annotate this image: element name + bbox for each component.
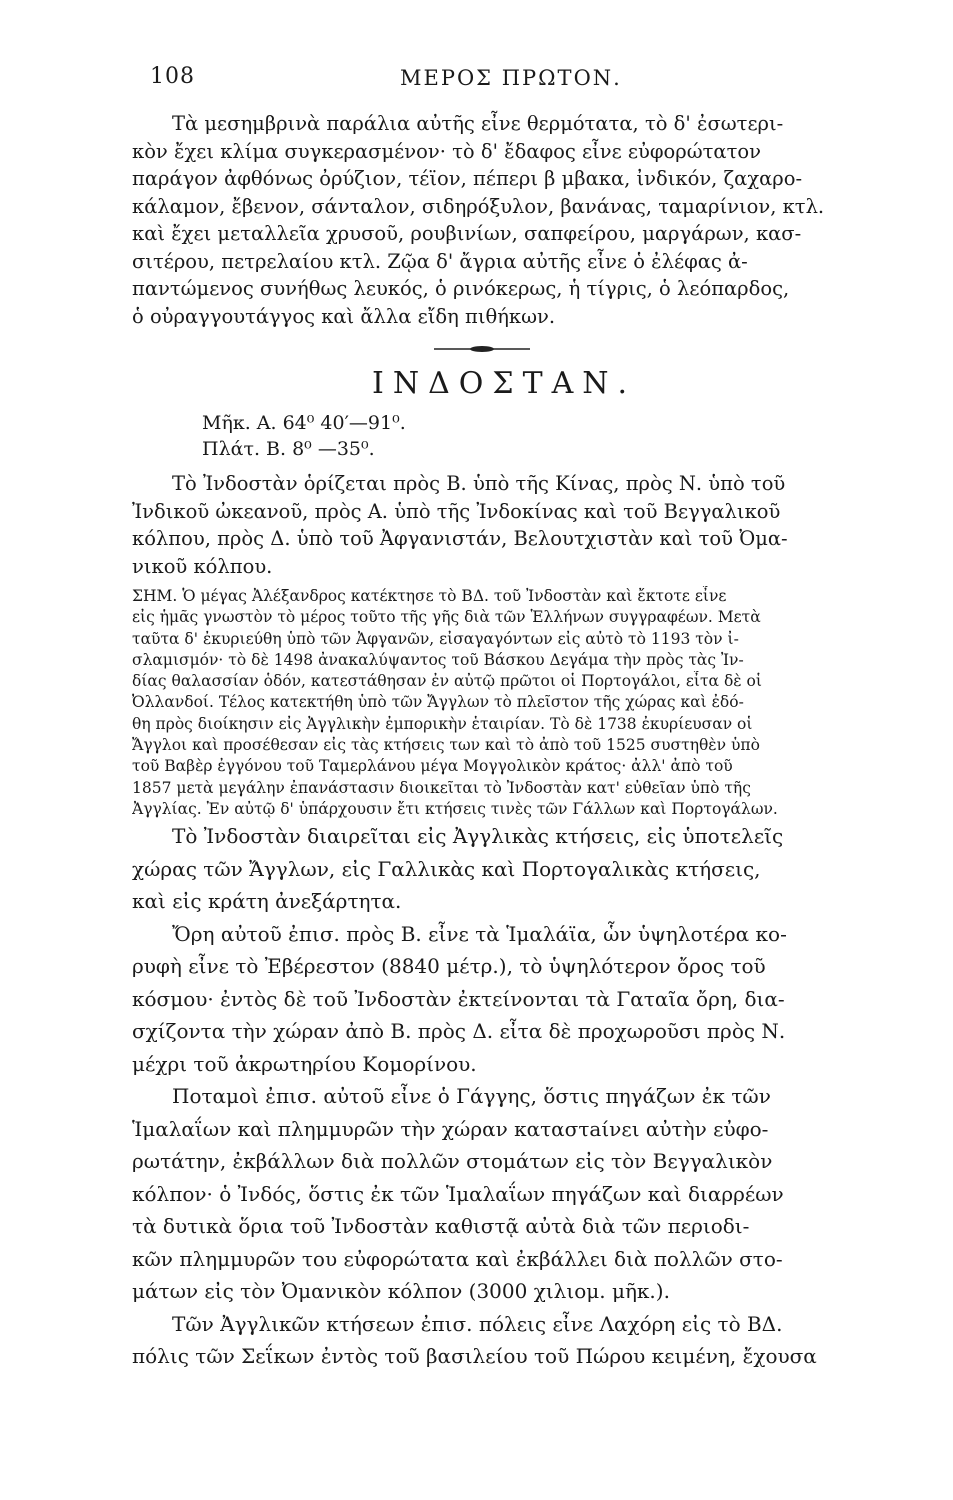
rivers-paragraph bbox=[132, 1080, 874, 1308]
mountains-paragraph bbox=[132, 918, 874, 1081]
text-line: Ὄρη αὐτοῦ ἐπισ. πρὸς Β. εἶνε τὰ Ἱμαλάϊα, ὧν ὑψηλοτέρα κο- bbox=[172, 921, 787, 946]
text-line: κὸν ἔχει κλίμα συγκερασμένον· τὸ δ' ἔδαφος εἶνε εὐφορώτατον bbox=[132, 139, 761, 163]
section-title: ΙΝΔΟΣΤΑΝ. bbox=[372, 366, 637, 401]
borders-paragraph bbox=[132, 470, 874, 580]
text-line: ρυφὴ εἶνε τὸ Ἐβέρεστον (8840 μέτρ.), τὸ ὑψηλότερον ὄρος τοῦ bbox=[132, 954, 766, 979]
note-line: σλαμισμόν· τὸ δὲ 1498 ἀνακαλύψαντος τοῦ Βάσκου Δεγάμα τὴν πρὸς τὰς Ἰν- bbox=[132, 650, 744, 669]
text-line: Τῶν Ἀγγλικῶν κτήσεων ἐπισ. πόλεις εἶνε Λαχόρη εἰς τὸ ΒΔ. bbox=[172, 1311, 783, 1336]
note-line: δίας θαλασσίαν ὁδόν, κατεστάθησαν ἐν αὐτῷ πρῶτοι οἱ Πορτογάλοι, εἶτα δὲ οἱ bbox=[132, 672, 762, 691]
text-line: Τὰ μεσημβρινὰ παράλια αὐτῆς εἶνε θερμότατα, τὸ δ' ἐσωτερι- bbox=[172, 112, 784, 135]
text-line: ὁ οὐραγγουτάγγος καὶ ἄλλα εἴδη πιθήκων. bbox=[132, 304, 556, 328]
text-line: μάτων εἰς τὸν Ὀμανικὸν κόλπον (3000 χιλιομ. μῆκ.). bbox=[132, 1279, 670, 1304]
note-line: εἰς ἡμᾶς γνωστὸν τὸ μέρος τοῦτο τῆς γῆς διὰ τῶν Ἑλλήνων συγγραφέων. Μετὰ bbox=[132, 608, 761, 627]
note-line: ΣΗΜ. Ὁ μέγας Ἀλέξανδρος κατέκτησε τὸ ΒΔ. τοῦ Ἰνδοστὰν καὶ ἔκτοτε εἶνε bbox=[132, 587, 727, 605]
note-line: Ἀγγλίας. Ἐν αὐτῷ δ' ὑπάρχουσιν ἔτι κτήσεις τινὲς τῶν Γάλλων καὶ Πορτογάλων. bbox=[132, 799, 778, 818]
page-body bbox=[132, 110, 874, 1373]
text-line: παντώμενος συνήθως λευκός, ὁ ρινόκερως, ἡ τίγρις, ὁ λεόπαρδος, bbox=[132, 277, 790, 300]
page-number: 108 bbox=[150, 64, 195, 89]
note-line: 1857 μετὰ μεγάλην ἐπανάστασιν διοικεῖται τὸ Ἰνδοστὰν κατ' εὐθεῖαν ὑπὸ τῆς bbox=[132, 778, 751, 797]
text-line: νικοῦ κόλπου. bbox=[132, 554, 273, 578]
text-line: καὶ εἰς κράτη ἀνεξάρτητα. bbox=[132, 889, 402, 914]
ornamental-divider bbox=[432, 342, 532, 356]
note-line: τοῦ Βαβὲρ ἐγγόνου τοῦ Ταμερλάνου μέγα Μογγολικὸν κράτος· ἀλλ' ἀπὸ τοῦ bbox=[132, 757, 733, 776]
note-line: Ὀλλανδοί. Τέλος κατεκτήθη ὑπὸ τῶν Ἄγγλων τὸ πλεῖστον τῆς χώρας καὶ ἐδό- bbox=[132, 693, 744, 712]
text-line: σιτέρου, πετρελαίου κτλ. Ζῷα δ' ἄγρια αὐτῆς εἶνε ὁ ἐλέφας ἀ- bbox=[132, 249, 748, 273]
text-line: τὰ δυτικὰ ὅρια τοῦ Ἰνδοστὰν καθιστᾷ αὐτὰ διὰ τῶν περιοδι- bbox=[132, 1214, 750, 1239]
text-line: κάλαμον, ἔβενον, σάνταλον, σιδηρόξυλον, βανάνας, ταμαρίνιον, κτλ. bbox=[132, 194, 825, 218]
text-line: κόλπου, πρὸς Δ. ὑπὸ τοῦ Ἀφγανιστάν, Βελουτχιστὰν καὶ τοῦ Ὀμα- bbox=[132, 527, 788, 550]
text-line: Τὸ Ἰνδοστὰν διαιρεῖται εἰς Ἀγγλικὰς κτήσεις, εἰς ὑποτελεῖς bbox=[172, 824, 784, 849]
text-line: παράγον ἀφθόνως ὀρύζιον, τέϊον, πέπερι β μβακα, ἰνδικόν, ζαχαρο- bbox=[132, 167, 803, 190]
text-line: Ἰνδικοῦ ὠκεανοῦ, πρὸς Α. ὑπὸ τῆς Ἰνδοκίνας καὶ τοῦ Βεγγαλικοῦ bbox=[132, 499, 781, 523]
page-header bbox=[150, 64, 850, 104]
text-line: πόλις τῶν Σεΐκων ἐντὸς τοῦ βασιλείου τοῦ Πώρου κειμένη, ἔχουσα bbox=[132, 1344, 817, 1369]
text-line: μέχρι τοῦ ἀκρωτηρίου Κομορίνου. bbox=[132, 1051, 477, 1076]
text-line: κῶν πλημμυρῶν του εὐφορώτατα καὶ ἐκβάλλει διὰ πολλῶν στο- bbox=[132, 1246, 783, 1271]
longitude-line: Μῆκ. Α. 64⁰ 40′—91⁰. bbox=[202, 412, 406, 434]
text-line: σχίζοντα τὴν χώραν ἀπὸ Β. πρὸς Δ. εἶτα δὲ προχωροῦσι πρὸς Ν. bbox=[132, 1019, 786, 1044]
main-text-continued bbox=[132, 820, 874, 1373]
text-line: χώρας τῶν Ἄγγλων, εἰς Γαλλικὰς καὶ Πορτογαλικὰς κτήσεις, bbox=[132, 856, 761, 881]
intro-paragraph bbox=[132, 110, 874, 330]
note-paragraph bbox=[132, 586, 874, 820]
cities-paragraph bbox=[132, 1308, 874, 1373]
latitude-line: Πλάτ. Β. 8⁰ —35⁰. bbox=[202, 438, 375, 460]
note-line: ταῦτα δ' ἐκυριεύθη ὑπὸ τῶν Ἀφγανῶν, εἰσαγαγόντων εἰς αὐτὸ τὸ 1193 τὸν ἰ- bbox=[132, 629, 739, 648]
text-line: Ποταμοὶ ἐπισ. αὐτοῦ εἶνε ὁ Γάγγης, ὅστις πηγάζων ἐκ τῶν bbox=[172, 1084, 771, 1109]
note-line: θη πρὸς διοίκησιν εἰς Ἀγγλικὴν ἐμπορικὴν ἑταιρίαν. Τὸ δὲ 1738 ἐκυρίευσαν οἱ bbox=[132, 714, 753, 733]
text-line: Ἱμαλαΐων καὶ πλημμυρῶν τὴν χώραν καταστaίνει αὐτὴν εὐφο- bbox=[132, 1116, 769, 1141]
text-line: Τὸ Ἰνδοστὰν ὁρίζεται πρὸς Β. ὑπὸ τῆς Κίνας, πρὸς Ν. ὑπὸ τοῦ bbox=[172, 472, 786, 495]
text-line: ρωτάτην, ἐκβάλλων διὰ πολλῶν στομάτων εἰς τὸν Βεγγαλικὸν bbox=[132, 1149, 773, 1174]
note-line: Ἄγγλοι καὶ προσέθεσαν εἰς τὰς κτήσεις των καὶ τὸ ἀπὸ τοῦ 1525 συστηθὲν ὑπὸ bbox=[132, 736, 760, 755]
division-paragraph bbox=[132, 820, 874, 918]
running-title: ΜΕΡΟΣ ΠΡΩΤΟΝ. bbox=[400, 66, 622, 90]
text-line: κόλπον· ὁ Ἰνδός, ὅστις ἐκ τῶν Ἱμαλαΐων πηγάζων καὶ διαρρέων bbox=[132, 1181, 784, 1206]
text-line: καὶ ἔχει μεταλλεῖα χρυσοῦ, ρουβινίων, σαπφείρου, μαργάρων, κασ- bbox=[132, 222, 802, 245]
text-line: κόσμου· ἐντὸς δὲ τοῦ Ἰνδοστὰν ἐκτείνονται τὰ Γαταῖα ὄρη, δια- bbox=[132, 986, 785, 1011]
